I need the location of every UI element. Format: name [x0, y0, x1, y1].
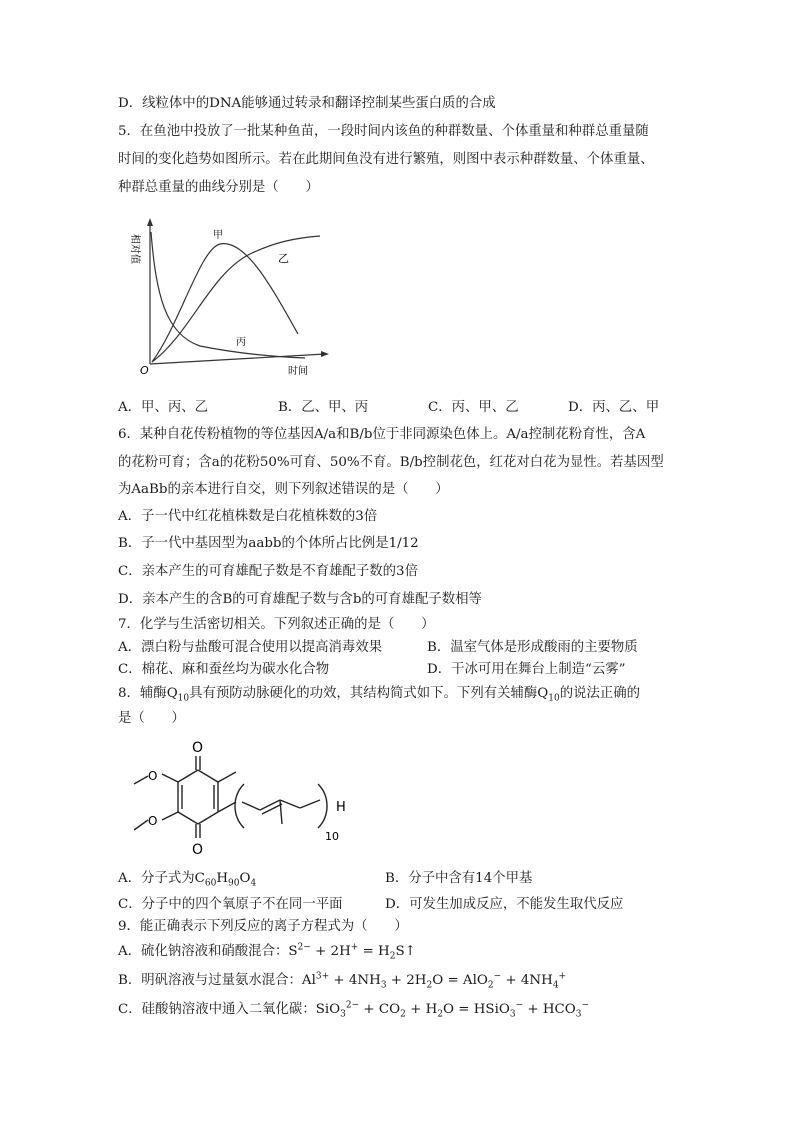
origin-label: O — [140, 364, 149, 377]
q9-option-a[interactable]: A．硫化钠溶液和硝酸混合：$S^{2-} + 2H^+$ = $H_2S↑$ — [118, 942, 416, 962]
curve-jia-label: 甲 — [213, 230, 223, 241]
coenzyme-q10-structure — [122, 738, 362, 862]
curve-bing — [151, 232, 305, 358]
q5-stem-line2: 时间的变化趋势如图所示。若在此期间鱼没有进行繁殖，则图中表示种群数量、个体重量、 — [118, 152, 654, 167]
q5-option-a[interactable]: A．甲、丙、乙 — [118, 400, 209, 415]
repeat-count: 10 — [325, 830, 339, 843]
q8-stem-line2: 是（ ） — [118, 711, 185, 726]
q7-option-c[interactable]: C．棉花、麻和蚕丝均为碳水化合物 — [118, 662, 330, 677]
oxygen-bottom: O — [192, 842, 204, 858]
q6-option-b[interactable]: B．子一代中基因型为aabb的个体所占比例是1/12 — [118, 536, 419, 551]
q8-option-b[interactable]: B．分子中含有14个甲基 — [385, 871, 533, 886]
oxygen-methoxy-bottom: O — [148, 814, 158, 828]
q8-option-d[interactable]: D．可发生加成反应，不能发生取代反应 — [385, 897, 624, 912]
q7-stem: 7．化学与生活密切相关。下列叙述正确的是（ ） — [118, 617, 435, 632]
oxygen-methoxy-top: O — [148, 769, 158, 783]
q6-option-a[interactable]: A．子一代中红花植株数是白花植株数的3倍 — [118, 509, 378, 524]
q7-option-b[interactable]: B．温室气体是形成酸雨的主要物质 — [427, 640, 638, 655]
q9-equation-a: $S^{2-} + 2H^+$ = $H_2S↑$ — [288, 942, 416, 962]
curve-bing-label: 丙 — [236, 337, 246, 348]
q9-equation-b: $Al^{3+} + 4NH_3 + 2H_2O = AlO_2^- + 4NH_4^+$ — [301, 971, 567, 991]
q5-curve-graph — [120, 214, 335, 379]
q6-stem-line1: 6．某种自花传粉植物的等位基因A/a和B/b位于非同源染色体上。A/a控制花粉育性，含A — [118, 427, 646, 442]
q8-stem-line1: 8．辅酶$Q_{10}$具有预防动脉硬化的功效，其结构简式如下。下列有关辅酶$Q_{10}$的说法正确的 — [118, 686, 641, 704]
oxygen-top: O — [192, 740, 204, 756]
q5-option-d[interactable]: D．丙、乙、甲 — [568, 400, 660, 415]
q9-stem: 9．能正确表示下列反应的离子方程式为（ ） — [118, 919, 408, 934]
q5-stem-line3: 种群总重量的曲线分别是（ ） — [118, 180, 319, 195]
y-axis-arrow — [147, 218, 153, 226]
curve-yi-label: 乙 — [278, 252, 289, 265]
q8-option-c[interactable]: C．分子中的四个氧原子不在同一平面 — [118, 897, 343, 912]
y-axis-label: 相对值 — [129, 234, 140, 264]
q9-equation-c: $SiO_3^{2-} + CO_2 + H_2O$ = HSiO$_3$− + $HCO_3^-$ — [315, 1000, 590, 1020]
q9-option-c[interactable]: C．硅酸钠溶液中通入二氧化碳：$SiO_3^{2-} + CO_2 + H_2O$ = HSiO$_3$− + $HCO_3^-$ — [118, 1000, 590, 1020]
q5-option-b[interactable]: B．乙、甲、丙 — [278, 400, 369, 415]
q4-option-d: D．线粒体中的DNA能够通过转录和翻译控制某些蛋白质的合成 — [118, 96, 496, 111]
x-axis — [150, 354, 325, 364]
q6-option-d[interactable]: D．亲本产生的含B的可育雄配子数与含b的可育雄配子数相等 — [118, 592, 482, 607]
q6-stem-line3: 为AaBb的亲本进行自交，则下列叙述错误的是（ ） — [118, 482, 449, 497]
q6-stem-line2: 的花粉可育；含a的花粉50%可育、50%不育。B/b控制花色，红花对白花为显性。若基因型 — [118, 455, 664, 470]
q5-stem-line1: 5．在鱼池中投放了一批某种鱼苗，一段时间内该鱼的种群数量、个体重量和种群总重量随 — [118, 124, 649, 139]
q7-option-a[interactable]: A．漂白粉与盐酸可混合使用以提高消毒效果 — [118, 640, 383, 655]
curve-jia — [152, 244, 298, 362]
x-axis-label: 时间 — [288, 366, 308, 377]
q9-option-b[interactable]: B．明矾溶液与过量氨水混合：$Al^{3+} + 4NH_3 + 2H_2O = AlO_2^- + 4NH_4^+$ — [118, 971, 567, 991]
q6-option-c[interactable]: C．亲本产生的可育雄配子数是不育雄配子数的3倍 — [118, 564, 418, 579]
q7-option-d[interactable]: D．干冰可用在舞台上制造“云雾” — [427, 662, 626, 677]
x-axis-arrow — [321, 351, 329, 357]
terminal-h: H — [336, 800, 346, 815]
q5-option-c[interactable]: C．丙、甲、乙 — [428, 400, 519, 415]
q8-option-a[interactable]: A．分子式为$C_{60}H_{90}O_4$ — [118, 871, 257, 889]
